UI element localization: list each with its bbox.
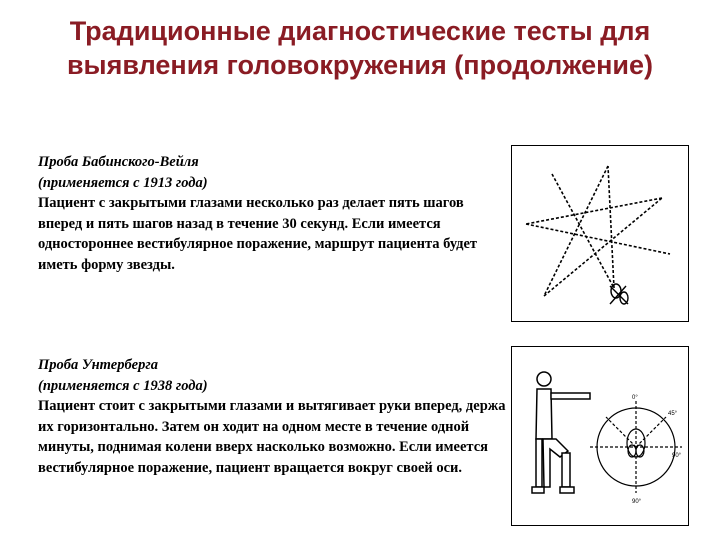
title-line-1: Традиционные диагностические тесты для	[69, 16, 651, 46]
star-walking-path-figure	[511, 145, 689, 322]
babinski-weil-test-text	[38, 152, 478, 276]
star-walking-path-icon	[512, 146, 688, 321]
angle-label: 45°	[668, 411, 678, 417]
test-since: (применяется с 1913 года)	[38, 174, 208, 191]
angle-label: 0°	[632, 395, 638, 401]
stepping-test-icon	[512, 347, 688, 525]
test-name: Проба Бабинского-Вейля	[38, 154, 199, 170]
title-line-2: выявления головокружения (продолжение)	[66, 50, 654, 80]
test-name: Проба Унтерберга	[38, 357, 158, 373]
angle-label: 90°	[672, 453, 682, 459]
test-since: (применяется с 1938 года)	[38, 377, 208, 394]
unterberger-test-text	[38, 355, 508, 479]
test-description: Пациент стоит с закрытыми глазами и вытягивает руки вперед, держа их горизонтально. Затем он ходит на одном месте в течение одной минуты, поднимая колени вверх насколько возможно. Если имеется вестибулярное поражение, пациент вращается вокруг своей оси.	[38, 398, 506, 476]
angle-label: 90°	[632, 499, 642, 505]
stepping-test-figure	[511, 346, 689, 526]
slide-title	[0, 14, 720, 82]
test-description: Пациент с закрытыми глазами несколько раз делает пять шагов вперед и пять шагов назад в течение 30 секунд. Если имеется одностороннее вестибулярное поражение, маршрут пациента будет иметь форму звезды.	[38, 195, 478, 273]
